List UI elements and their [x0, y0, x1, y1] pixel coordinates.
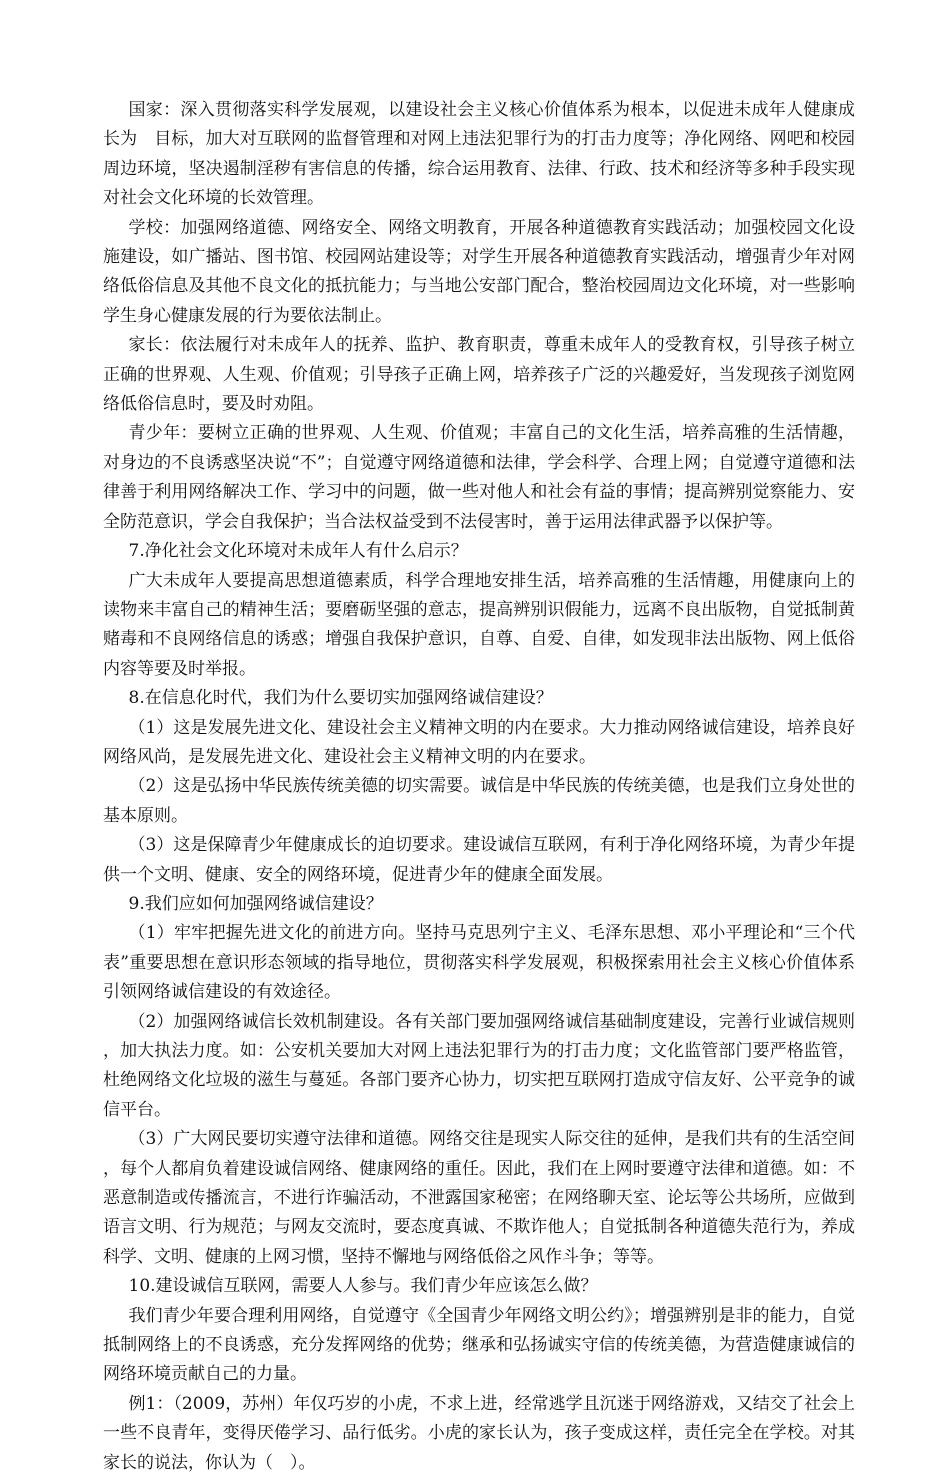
answer-9-point-3: （3）广大网民要切实遵守法律和道德。网络交往是现实人际交往的延伸，是我们共有的生活空间，每个人都肩负着建设诚信网络、健康网络的重任。因此，我们在上网时要遵守法律和道德。如：不恶意制造或传播流言，不进行诈骗活动，不泄露国家秘密；在网络聊天室、论坛等公共场所，应做到语言文明、行为规范；与网友交流时，要态度真诚、不欺诈他人；自觉抵制各种道德失范行为，养成科学、文明、健康的上网习惯，坚持不懈地与网络低俗之风作斗争；等等。	[103, 1129, 855, 1267]
answer-8-point-3: （3）这是保障青少年健康成长的迫切要求。建设诚信互联网，有利于净化网络环境，为青少年提供一个文明、健康、安全的网络环境，促进青少年的健康全面发展。	[103, 835, 855, 885]
paragraph-youth-measures: 青少年：要树立正确的世界观、人生观、价值观；丰富自己的文化生活，培养高雅的生活情趣，对身边的不良诱惑坚决说“不”；自觉遵守网络道德和法律，学会科学、合理上网；自觉遵守道德和法律善于利用网络解决工作、学习中的问题，做一些对他人和社会有益的事情；提高辨别觉察能力、安全防范意识，学会自我保护；当合法权益受到不法侵害时，善于运用法律武器予以保护等。	[103, 423, 855, 532]
document-body	[103, 96, 855, 1478]
answer-9-point-2: （2）加强网络诚信长效机制建设。各有关部门要加强网络诚信基础制度建设，完善行业诚信规则，加大执法力度。如：公安机关要加大对网上违法犯罪行为的打击力度；文化监管部门要严格监管，杜绝网络文化垃圾的滋生与蔓延。各部门要齐心协力，切实把互联网打造成守信友好、公平竞争的诚信平台。	[103, 1011, 855, 1120]
answer-9-point-1: （1）牢牢把握先进文化的前进方向。坚持马克思列宁主义、毛泽东思想、邓小平理论和“三个代表”重要思想在意识形态领域的指导地位，贯彻落实科学发展观，积极探索用社会主义核心价值体系引领网络诚信建设的有效途径。	[103, 923, 855, 1003]
answer-10: 我们青少年要合理利用网络，自觉遵守《全国青少年网络文明公约》；增强辨别是非的能力，自觉抵制网络上的不良诱惑，充分发挥网络的优势；继承和弘扬诚实守信的传统美德，为营造健康诚信的网络环境贡献自己的力量。	[103, 1305, 855, 1385]
paragraph-state-measures: 国家：深入贯彻落实科学发展观，以建设社会主义核心价值体系为根本，以促进未成年人健康成长为 目标，加大对互联网的监督管理和对网上违法犯罪行为的打击力度等；净化网络、网吧和校园周边环境，坚决遏制淫秽有害信息的传播，综合运用教育、法律、行政、技术和经济等多种手段实现对社会文化环境的长效管理。	[103, 100, 855, 209]
question-10: 10.建设诚信互联网，需要人人参与。我们青少年应该怎么做？	[128, 1276, 598, 1297]
answer-7: 广大未成年人要提高思想道德素质，科学合理地安排生活，培养高雅的生活情趣，用健康向上的读物来丰富自己的精神生活；要磨砺坚强的意志，提高辨别识假能力，远离不良出版物，自觉抵制黄赌毒和不良网络信息的诱惑；增强自我保护意识，自尊、自爱、自律，如发现非法出版物、网上低俗内容等要及时举报。	[103, 570, 855, 679]
paragraph-parent-measures: 家长：依法履行对未成年人的抚养、监护、教育职责，尊重未成年人的受教育权，引导孩子树立正确的世界观、人生观、价值观；引导孩子正确上网，培养孩子广泛的兴趣爱好，当发现孩子浏览网络低俗信息时，要及时劝阻。	[103, 335, 855, 415]
example-1: 例1：（2009，苏州）年仅巧岁的小虎，不求上进，经常逃学且沉迷于网络游戏，又结交了社会上一些不良青年，变得厌倦学习、品行低劣。小虎的家长认为，孩子变成这样，责任完全在学校。对其家长的说法，你认为（ ）。	[103, 1393, 855, 1473]
answer-8-point-2: （2）这是弘扬中华民族传统美德的切实需要。诚信是中华民族的传统美德，也是我们立身处世的基本原则。	[103, 776, 855, 826]
answer-8-point-1: （1）这是发展先进文化、建设社会主义精神文明的内在要求。大力推动网络诚信建设，培养良好网络风尚，是发展先进文化、建设社会主义精神文明的内在要求。	[103, 717, 855, 767]
paragraph-school-measures: 学校：加强网络道德、网络安全、网络文明教育，开展各种道德教育实践活动；加强校园文化设施建设，如广播站、图书馆、校园网站建设等；对学生开展各种道德教育实践活动，增强青少年对网络低俗信息及其他不良文化的抵抗能力；与当地公安部门配合，整治校园周边文化环境，对一些影响学生身心健康发展的行为要依法制止。	[103, 217, 855, 326]
question-7: 7.净化社会文化环境对未成年人有什么启示？	[128, 541, 468, 562]
question-8: 8.在信息化时代，我们为什么要切实加强网络诚信建设？	[128, 688, 553, 709]
question-9: 9.我们应如何加强网络诚信建设？	[128, 893, 383, 914]
